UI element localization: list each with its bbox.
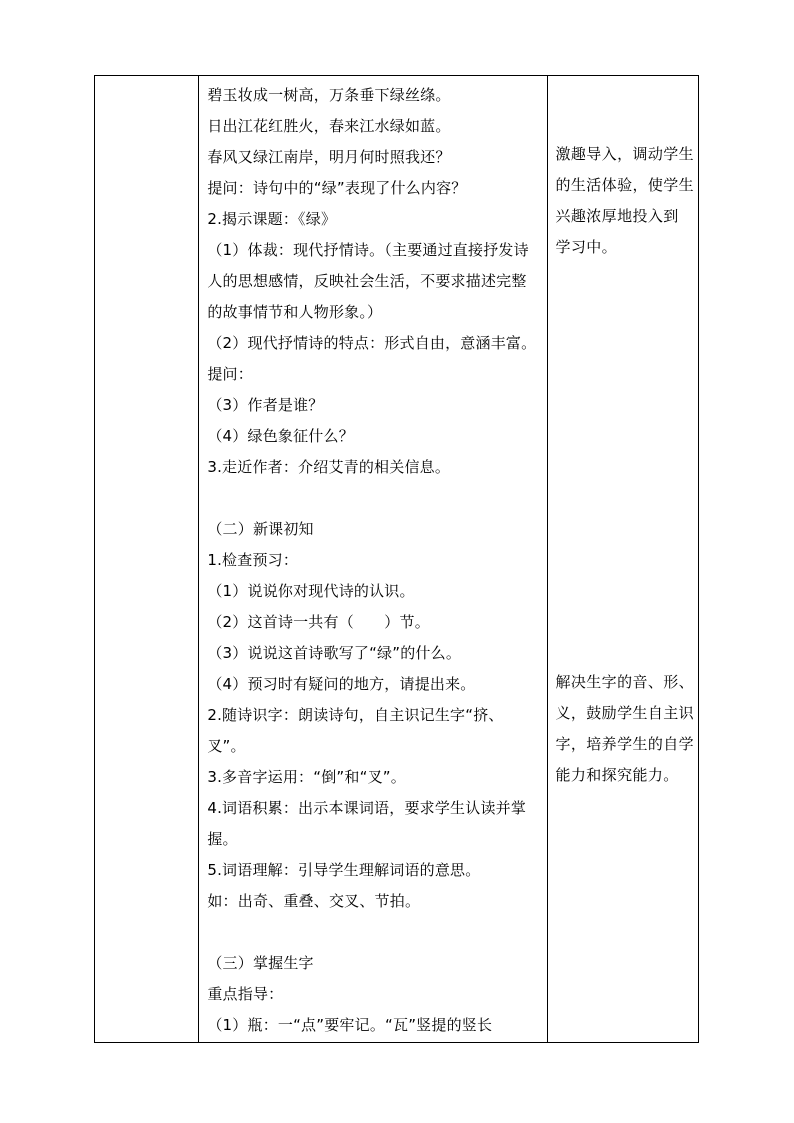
blank-line (207, 917, 541, 948)
design-note (555, 667, 697, 791)
text-line: 人的思想感情，反映社会生活，不要求描述完整 (207, 272, 527, 290)
text-line: 5.词语理解：引导学生理解词语的意思。 (207, 861, 481, 879)
text-line: 碧玉妆成一树高，万条垂下绿丝绦。 (207, 86, 451, 104)
text-line: 提问： (207, 365, 253, 383)
text-line: （2）这首诗一共有（ ）节。 (207, 613, 430, 631)
text-line: （4）预习时有疑问的地方，请提出来。 (207, 675, 476, 693)
text-line: 3.走近作者：介绍艾青的相关信息。 (207, 458, 451, 476)
text-line: 叉”。 (207, 737, 246, 755)
note-line: 字，培养学生的自学 (555, 735, 695, 753)
blank-line (207, 483, 541, 514)
note-line: 兴趣浓厚地投入到 (555, 207, 679, 225)
text-line: 日出江花红胜火，春来江水绿如蓝。 (207, 117, 451, 135)
text-line: 3.多音字运用：“倒”和“叉”。 (207, 768, 406, 786)
lesson-plan-table (94, 75, 699, 1043)
note-line: 的生活体验，使学生 (555, 176, 695, 194)
note-line: 激趣导入，调动学生 (555, 145, 695, 163)
text-line: 如：出奇、重叠、交叉、节拍。 (207, 892, 421, 910)
section-heading: （三）掌握生字 (207, 954, 314, 972)
text-line: 2.随诗识字：朗读诗句，自主识记生字“挤、 (207, 706, 504, 724)
text-line: （1）说说你对现代诗的认识。 (207, 582, 415, 600)
text-line: （4）绿色象征什么？ (207, 427, 354, 445)
note-line: 解决生字的音、形、 (555, 673, 695, 691)
note-line: 学习中。 (555, 238, 618, 256)
design-note (555, 139, 697, 263)
note-line: 能力和探究能力。 (555, 766, 679, 784)
text-line: （1）瓶：一“点”要牢记。“瓦”竖提的竖长 (207, 1016, 493, 1034)
note-line: 义，鼓励学生自主识 (555, 704, 695, 722)
text-line: 重点指导： (207, 985, 284, 1003)
text-line: 握。 (207, 830, 238, 848)
text-line: 4.词语积累：出示本课词语，要求学生认读并掌 (207, 799, 527, 817)
text-line: （3）说说这首诗歌写了“绿”的什么。 (207, 644, 462, 662)
text-line: 2.揭示课题：《绿》 (207, 210, 337, 228)
table-row (95, 76, 699, 1043)
text-line: （2）现代抒情诗的特点：形式自由，意涵丰富。 (207, 334, 537, 352)
text-line: （3）作者是谁？ (207, 396, 324, 414)
design-intent-cell (548, 76, 699, 1043)
text-line: （1）体裁：现代抒情诗。（主要通过直接抒发诗 (207, 241, 529, 259)
text-line: 的故事情节和人物形象。） (207, 303, 383, 321)
section-heading: （二）新课初知 (207, 520, 314, 538)
text-line: 春风又绿江南岸，明月何时照我还？ (207, 148, 451, 166)
text-line: 1.检查预习： (207, 551, 299, 569)
left-cell (95, 76, 199, 1043)
teaching-process-cell (199, 76, 548, 1043)
text-line: 提问：诗句中的“绿”表现了什么内容？ (207, 179, 467, 197)
